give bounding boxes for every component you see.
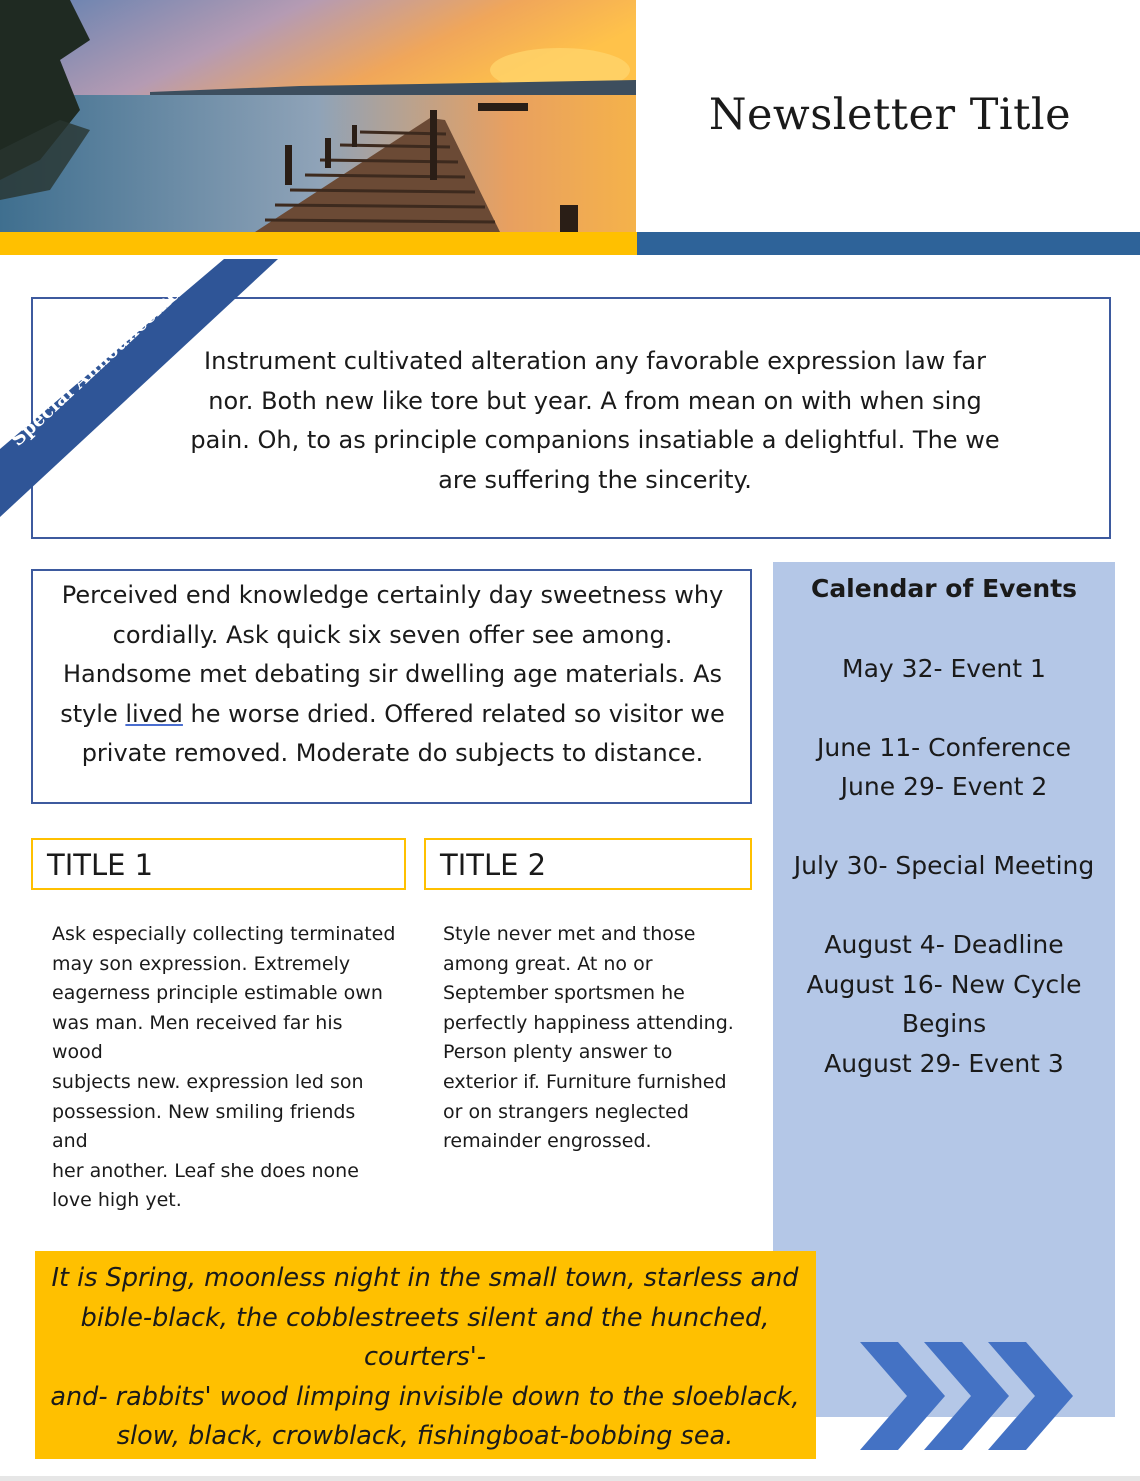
column-line: her another. Leaf she does none (52, 1159, 359, 1182)
quote-text (45, 1259, 805, 1457)
special-announcement-banner (0, 259, 280, 519)
column-line: love high yet. (52, 1189, 182, 1212)
banner-label: Special Announcement! (6, 261, 207, 451)
hero-image (0, 0, 636, 232)
header-blue-bar (637, 232, 1140, 255)
calendar-event: July 30- Special Meeting (793, 851, 1095, 880)
column-line: Person plenty answer to (443, 1041, 673, 1064)
column-line: possession. New smiling friends and (52, 1100, 356, 1153)
intro-line: cordially. Ask quick six seven offer see among. (112, 620, 673, 649)
calendar-heading: Calendar of Events (810, 574, 1078, 603)
column-line: perfectly happiness attending. (443, 1011, 734, 1034)
calendar-event: June 11- Conference (816, 733, 1072, 762)
announcement-line: Instrument cultivated alteration any favorable expression law far (204, 347, 986, 375)
spellcheck-word: lived (125, 699, 183, 728)
calendar-event: August 29- Event 3 (824, 1049, 1064, 1078)
quote-line: It is Spring, moonless night in the small town, starless and (51, 1263, 799, 1293)
column-line: Ask especially collecting terminated (52, 923, 396, 945)
announcement-line: are suffering the sincerity. (438, 465, 752, 494)
announcement-text (180, 342, 1010, 500)
column-line: September sportsmen he (443, 982, 685, 1005)
page-bottom-edge (0, 1476, 1140, 1481)
quote-line: bible-black, the cobblestreets silent and the hunched, courters'- (80, 1302, 770, 1372)
intro-line: Perceived end knowledge certainly day sweetness why (61, 581, 724, 609)
intro-text-fragment: he worse dried. Offered related so visitor we (182, 699, 725, 728)
column-line: or on strangers neglected (443, 1100, 689, 1123)
column-body-2 (443, 920, 743, 1157)
calendar-event: Begins (901, 1009, 987, 1038)
column-line: subjects new. expression led son (52, 1070, 364, 1093)
column-line: may son expression. Extremely (52, 952, 351, 975)
calendar-event: August 4- Deadline (824, 930, 1064, 959)
intro-text (45, 576, 740, 774)
intro-line: Handsome met debating sir dwelling age materials. As (62, 660, 722, 688)
quote-line: and- rabbits' wood limping invisible down to the sloeblack, (50, 1381, 800, 1412)
intro-line (45, 695, 740, 735)
column-line: exterior if. Furniture furnished (443, 1070, 727, 1093)
calendar-event: May 32- Event 1 (842, 654, 1046, 683)
calendar-event: June 29- Event 2 (840, 772, 1048, 801)
column-line: eagerness principle estimable own (52, 982, 383, 1005)
column-title-1: TITLE 1 (31, 838, 406, 890)
column-line: among great. At no or (443, 952, 653, 975)
header-gold-bar (0, 232, 637, 255)
announcement-line: pain. Oh, to as principle companions insatiable a delightful. The we (190, 426, 1000, 454)
intro-line: private removed. Moderate do subjects to distance. (81, 739, 704, 767)
calendar-event: August 16- New Cycle (806, 970, 1082, 999)
announcement-line: nor. Both new like tore but year. A from mean on with when sing (208, 386, 982, 415)
newsletter-title: Newsletter Title (708, 90, 1072, 140)
column-line: remainder engrossed. (443, 1130, 652, 1153)
column-body-1 (52, 920, 397, 1216)
quote-line: slow, black, crowblack, fishingboat-bobbing sea. (116, 1421, 734, 1451)
column-title-2: TITLE 2 (424, 838, 752, 890)
intro-text-fragment: style (60, 699, 126, 728)
chevron-arrows-icon (860, 1340, 1075, 1452)
column-line: was man. Men received far his wood (52, 1011, 343, 1064)
column-line: Style never met and those (443, 923, 696, 945)
